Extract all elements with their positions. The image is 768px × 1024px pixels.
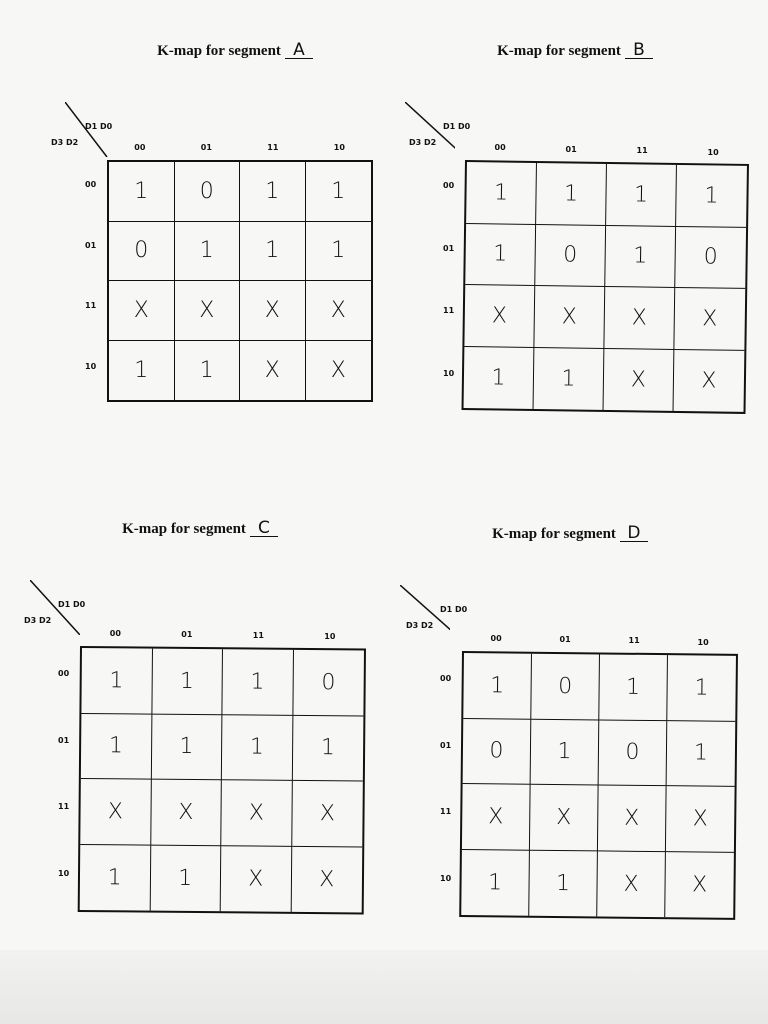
kmap-grid — [459, 651, 738, 920]
row-header: 00 — [440, 674, 452, 684]
row-header: 11 — [440, 807, 452, 817]
kmap-cell: X — [604, 287, 675, 349]
kmap-cell: 1 — [464, 347, 535, 409]
kmap-cell: X — [691, 872, 708, 898]
segment-name: B — [625, 42, 653, 59]
row-header: 10 — [440, 873, 452, 883]
kmap-cell: X — [221, 846, 292, 912]
kmap-cell: 0 — [599, 720, 668, 786]
kmap-cell: 1 — [463, 653, 532, 719]
kmap-title-text: K-map for segment — [157, 43, 281, 59]
column-variable-label: D1 D0 — [58, 600, 86, 609]
column-header: 10 — [333, 143, 345, 152]
kmap-cell: 1 — [292, 715, 363, 781]
kmap-cell: 1 — [109, 341, 175, 401]
column-header: 11 — [267, 143, 279, 152]
kmap-cell: 1 — [80, 845, 151, 911]
row-header: 11 — [443, 306, 455, 316]
kmap-segment-d — [400, 525, 740, 965]
kmap-cell: 1 — [306, 162, 372, 222]
kmap-cell: X — [534, 286, 605, 348]
column-header: 10 — [707, 147, 719, 157]
column-variable-label: D1 D0 — [440, 605, 468, 614]
kmap-cell: 1 — [531, 719, 600, 785]
kmap-cell: X — [464, 285, 535, 347]
kmap-cell: 1 — [536, 163, 607, 225]
kmap-segment-c — [24, 518, 370, 960]
row-header: 01 — [440, 740, 452, 750]
column-header: 10 — [324, 632, 336, 641]
kmap-cell: X — [240, 341, 306, 401]
row-header: 10 — [85, 361, 97, 371]
kmap-cell: X — [151, 780, 222, 846]
kmap-title-text: K-map for segment — [492, 526, 616, 542]
row-header: 01 — [443, 243, 455, 253]
row-variable-label: D3 D2 — [406, 621, 434, 630]
kmap-title-text: K-map for segment — [497, 43, 621, 59]
kmap-cell: 1 — [667, 721, 736, 787]
kmap-cell: X — [319, 866, 335, 892]
column-header: 11 — [252, 631, 264, 640]
column-header: 00 — [494, 143, 506, 152]
kmap-cell: 1 — [306, 222, 372, 282]
kmap-cell: 1 — [599, 654, 668, 720]
row-variable-label: D3 D2 — [51, 138, 79, 147]
kmap-cell: X — [292, 781, 363, 847]
kmap-cell: 0 — [535, 224, 606, 286]
column-header: 00 — [134, 143, 146, 152]
kmap-cell: 1 — [667, 655, 736, 721]
kmap-cell: X — [330, 357, 346, 383]
row-header: 10 — [443, 368, 455, 378]
kmap-cell: 1 — [240, 162, 306, 222]
kmap-cell: 0 — [463, 719, 532, 785]
segment-name: C — [250, 520, 278, 537]
kmap-cell: X — [598, 785, 667, 851]
column-header: 01 — [565, 144, 577, 154]
row-variable-label: D3 D2 — [409, 138, 437, 147]
kmap-cell: 1 — [534, 347, 605, 409]
row-header: 00 — [58, 669, 70, 679]
column-header: 00 — [109, 629, 121, 638]
kmap-cell: 0 — [293, 650, 364, 716]
kmap-cell: X — [175, 281, 241, 341]
kmap-cell: 0 — [531, 654, 600, 720]
column-variable-label: D1 D0 — [443, 122, 471, 131]
kmap-cell: 1 — [175, 341, 241, 401]
column-header: 00 — [490, 634, 502, 643]
kmap-title-text: K-map for segment — [122, 521, 246, 537]
kmap-cell: 1 — [152, 649, 223, 715]
kmap-cell: 1 — [529, 850, 598, 916]
row-header: 00 — [443, 181, 455, 191]
kmap-cell: 1 — [461, 850, 530, 916]
kmap-cell: X — [109, 281, 175, 341]
column-header: 01 — [200, 143, 212, 152]
kmap-cell: X — [674, 288, 745, 350]
kmap-cell: X — [666, 786, 735, 852]
kmap-cell: 0 — [175, 162, 241, 222]
kmap-cell: 1 — [605, 225, 676, 287]
row-header: 01 — [85, 240, 97, 250]
column-header: 01 — [559, 635, 571, 645]
kmap-cell: 1 — [676, 165, 747, 227]
kmap-segment-a — [51, 40, 405, 482]
segment-name: A — [285, 42, 313, 59]
kmap-grid — [107, 160, 373, 402]
column-header: 01 — [181, 630, 193, 639]
kmap-title — [405, 42, 745, 60]
kmap-cell: 1 — [151, 714, 222, 780]
kmap-title — [30, 520, 370, 538]
kmap-cell: 0 — [109, 222, 175, 282]
kmap-cell: X — [80, 779, 151, 845]
kmap-cell: 1 — [81, 648, 152, 714]
kmap-cell: 1 — [465, 224, 536, 286]
row-header: 10 — [58, 868, 70, 878]
kmap-cell: 1 — [175, 222, 241, 282]
kmap-cell: 1 — [222, 649, 293, 715]
kmap-cell: 1 — [466, 162, 537, 224]
kmap-cell: X — [597, 851, 666, 917]
kmap-cell: X — [240, 281, 306, 341]
kmap-cell: X — [604, 348, 675, 410]
kmap-cell: X — [462, 784, 531, 850]
kmap-cell: 1 — [240, 222, 306, 282]
column-header: 11 — [636, 146, 648, 156]
kmap-cell: X — [701, 368, 717, 394]
row-header: 00 — [85, 180, 97, 190]
kmap-grid — [462, 160, 749, 414]
column-variable-label: D1 D0 — [85, 122, 113, 131]
kmap-cell: 1 — [606, 164, 677, 226]
kmap-cell: X — [530, 785, 599, 851]
row-header: 11 — [58, 802, 70, 812]
kmap-title — [65, 42, 405, 60]
kmap-cell: 1 — [150, 845, 221, 911]
row-header: 11 — [85, 301, 97, 311]
kmap-cell: X — [221, 780, 292, 846]
column-header: 11 — [628, 636, 640, 646]
kmap-title — [400, 525, 740, 543]
kmap-cell: 0 — [675, 226, 746, 288]
kmap-cell: 1 — [81, 714, 152, 780]
column-header: 10 — [697, 637, 709, 647]
segment-name: D — [620, 525, 648, 542]
kmap-cell: 1 — [222, 715, 293, 781]
row-variable-label: D3 D2 — [24, 616, 52, 625]
kmap-cell: 1 — [109, 162, 175, 222]
kmap-cell: X — [306, 281, 372, 341]
kmap-grid — [78, 646, 366, 914]
row-header: 01 — [58, 735, 70, 745]
kmap-segment-b — [405, 42, 745, 482]
